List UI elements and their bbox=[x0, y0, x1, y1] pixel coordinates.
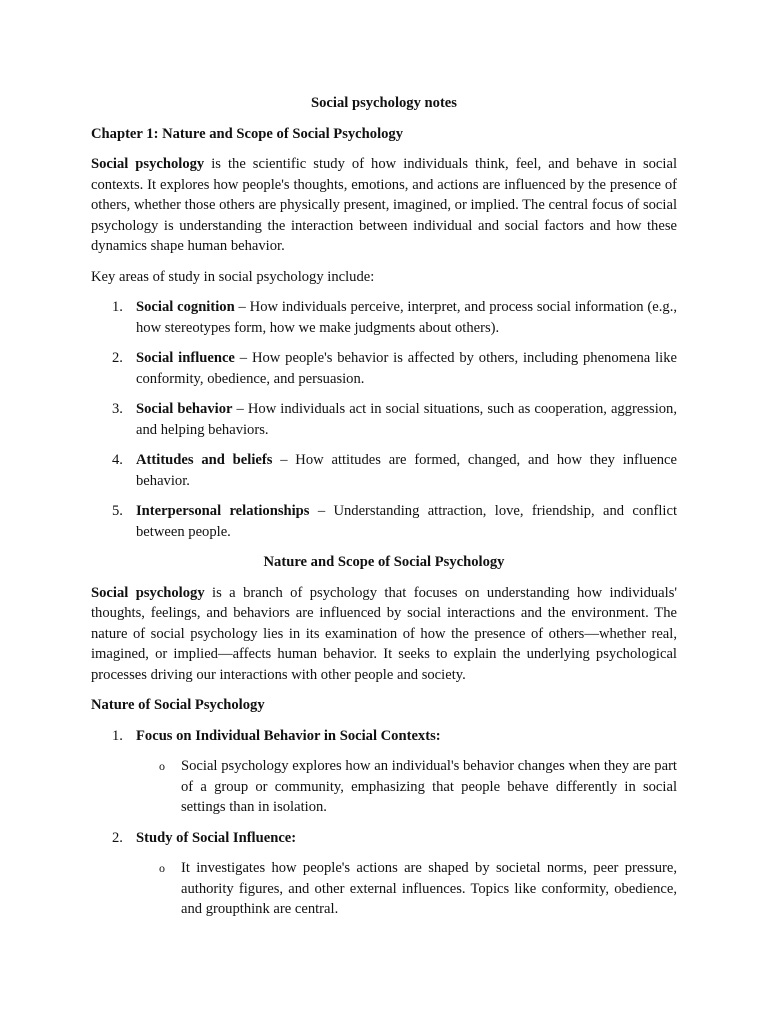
nature-item-title: Focus on Individual Behavior in Social Contexts: bbox=[136, 727, 441, 744]
bullet-marker: o bbox=[159, 759, 165, 773]
intro-term: Social psychology bbox=[91, 156, 205, 172]
bullet-text: It investigates how people's actions are shaped by societal norms, peer pressure, authority figures, and other external influences. Topics like conformity, obedience, and groupthink are central. bbox=[181, 860, 677, 917]
nature-heading: Nature of Social Psychology bbox=[91, 697, 265, 713]
list-text: – How people's behavior is affected by others, including phenomena like conformity, obedience, and persuasion. bbox=[136, 350, 677, 387]
section-heading: Nature and Scope of Social Psychology bbox=[263, 554, 505, 570]
list-number: 5. bbox=[112, 503, 123, 519]
list-number: 2. bbox=[112, 829, 123, 846]
nature-bullet bbox=[91, 858, 677, 920]
bullet-text: Social psychology explores how an individual's behavior changes when they are part of a group or community, emphasizing that people behave differently in social settings than in isolation. bbox=[181, 758, 677, 815]
nature-item-heading bbox=[91, 726, 677, 747]
bullet-marker: o bbox=[159, 861, 165, 875]
list-text: – Understanding attraction, love, friendship, and conflict between people. bbox=[136, 503, 677, 540]
list-item bbox=[91, 450, 677, 491]
list-term: Interpersonal relationships bbox=[136, 503, 310, 519]
document-title: Social psychology notes bbox=[311, 95, 457, 111]
list-number: 4. bbox=[112, 452, 123, 468]
chapter-heading: Chapter 1: Nature and Scope of Social Psychology bbox=[91, 125, 404, 142]
list-number: 3. bbox=[112, 401, 123, 417]
list-term: Attitudes and beliefs bbox=[136, 452, 273, 468]
section-term: Social psychology bbox=[91, 584, 205, 601]
list-number: 1. bbox=[112, 299, 123, 315]
document-page bbox=[91, 93, 677, 930]
list-item bbox=[91, 348, 677, 389]
list-item bbox=[91, 399, 677, 440]
list-term: Social influence bbox=[136, 350, 235, 366]
nature-item-title: Study of Social Influence: bbox=[136, 829, 297, 846]
intro-text: is the scientific study of how individuals think, feel, and behave in social contexts. It explores how people's thoughts, emotions, and actions are influenced by the presence of others, whether those others are physically present, imagined, or implied. The central focus of social psychology is understanding the interaction between individual and social factors and how these dynamics shape human behavior. bbox=[91, 156, 677, 254]
nature-item-heading bbox=[91, 828, 677, 849]
section-text: is a branch of psychology that focuses on understanding how individuals' thoughts, feelings, and behaviors are influenced by social interactions and the environment. The nature of social psychology lies in its examination of how the presence of others—whether real, imagined, or implied—affects human behavior. It seeks to explain the underlying psychological processes driving our interactions with other people and society. bbox=[91, 584, 678, 683]
list-item bbox=[91, 297, 677, 338]
list-text: – How individuals act in social situations, such as cooperation, aggression, and helping behaviors. bbox=[136, 401, 678, 438]
list-term: Social behavior bbox=[136, 401, 233, 417]
key-areas-intro: Key areas of study in social psychology include: bbox=[91, 268, 375, 285]
list-text: – How individuals perceive, interpret, and process social information (e.g., how stereotypes form, how we make judgments about others). bbox=[136, 299, 677, 336]
intro-paragraph bbox=[91, 154, 677, 257]
list-text: – How attitudes are formed, changed, and how they influence behavior. bbox=[136, 452, 677, 489]
list-term: Social cognition bbox=[136, 299, 235, 315]
section-paragraph bbox=[91, 583, 677, 686]
key-areas-list bbox=[91, 297, 677, 542]
list-item bbox=[91, 501, 677, 542]
nature-bullet bbox=[91, 756, 677, 818]
list-number: 1. bbox=[112, 727, 123, 744]
list-number: 2. bbox=[112, 350, 123, 366]
